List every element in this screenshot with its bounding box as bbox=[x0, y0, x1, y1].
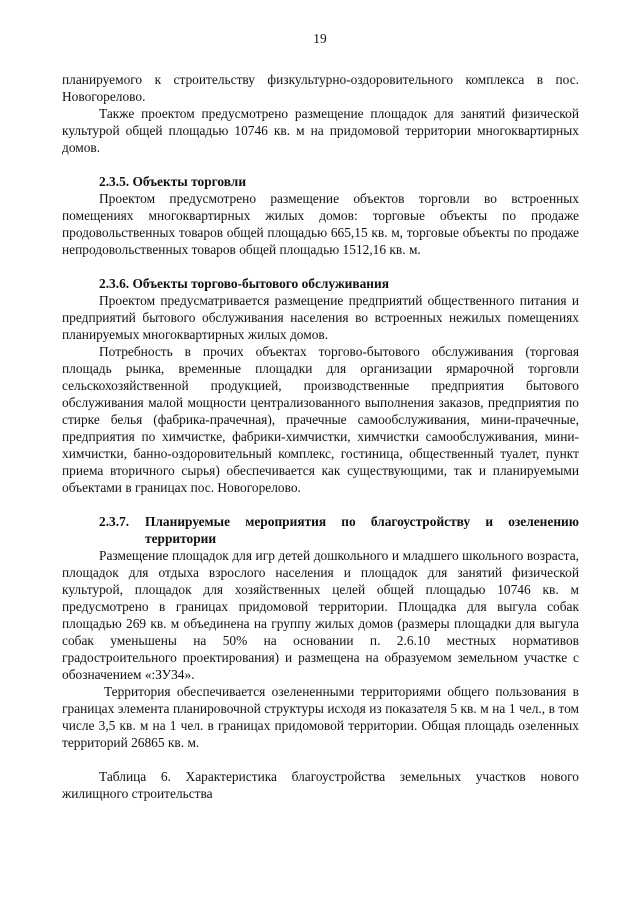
section-title: Планируемые мероприятия по благоустройству и озеленению территории bbox=[145, 514, 579, 546]
table-caption: Таблица 6. Характеристика благоустройства земельных участков нового жилищного строительства bbox=[62, 769, 579, 801]
paragraph-sports-grounds: Также проектом предусмотрено размещение площадок для занятий физической культурой общей площадью 10746 кв. м на придомовой территории многоквартирных домов. bbox=[62, 106, 579, 155]
document-body bbox=[62, 71, 579, 802]
paragraph-green-areas: Территория обеспечивается озелененными территориями общего пользования в границах элемента планировочной структуры исходя из показателя 5 кв. м на 1 чел., в том числе 3,5 кв. м на 1 чел. в границах придомовой территории. Общая площадь озеленных территорий 26865 кв. м. bbox=[62, 684, 579, 750]
paragraph-public-catering: Проектом предусматривается размещение предприятий общественного питания и предприятий бытового обслуживания населения во встроенных нежилых помещениях планируемых многоквартирных жилых домов. bbox=[62, 293, 579, 342]
paragraph-trade-objects: Проектом предусмотрено размещение объектов торговли во встроенных помещениях многоквартирных жилых домов: торговые объекты по продаже продовольственных товаров общей площадью 665,15 кв. м, торговые объекты по продаже непродовольственных товаров общей площадью 1512,16 кв. м. bbox=[62, 191, 579, 257]
section-heading-2-3-6: 2.3.6. Объекты торгово-бытового обслуживания bbox=[99, 276, 389, 291]
section-heading-2-3-7 bbox=[62, 513, 579, 547]
section-heading-2-3-5: 2.3.5. Объекты торговли bbox=[99, 174, 247, 189]
page-number: 19 bbox=[313, 31, 327, 46]
section-number: 2.3.7. bbox=[99, 514, 130, 529]
paragraph-other-services: Потребность в прочих объектах торгово-бытового обслуживания (торговая площадь рынка, временные площадки для организации ярмарочной торговли сельскохозяйственной продукцией, производственные предприятия бытового обслуживания малой мощности централизованного выполнения заказов, предприятия по стирке белья (фабрика-прачечная), прачечные самообслуживания, мини-прачечные, предприятия по химчистке, фабрики-химчистки, химчистки самообслуживания, мини-химчистки, банно-оздоровительный комплекс, гостиница, общественный туалет, пункт приема вторичного сырья) обеспечивается как существующими, так и планируемыми объектами в границах пос. Новогорелово. bbox=[62, 344, 579, 495]
paragraph-continuation: планируемого к строительству физкультурно-оздоровительного комплекса в пос. Новогорелово. bbox=[62, 72, 579, 104]
paragraph-playgrounds: Размещение площадок для игр детей дошкольного и младшего школьного возраста, площадок для отдыха взрослого населения и площадок для занятий физической культурой, площадок для хозяйственных целей общей площадью 10746 кв. м предусмотрено в границах придомовой территории. Площадка для выгула собак площадью 269 кв. м объединена на группу жилых домов (размеры площадки для выгула собак уменьшены на 50% на основании п. 2.6.10 местных нормативов градостроительного проектирования) и размещена на образуемом земельном участке с обозначением «:ЗУ34». bbox=[62, 548, 579, 682]
